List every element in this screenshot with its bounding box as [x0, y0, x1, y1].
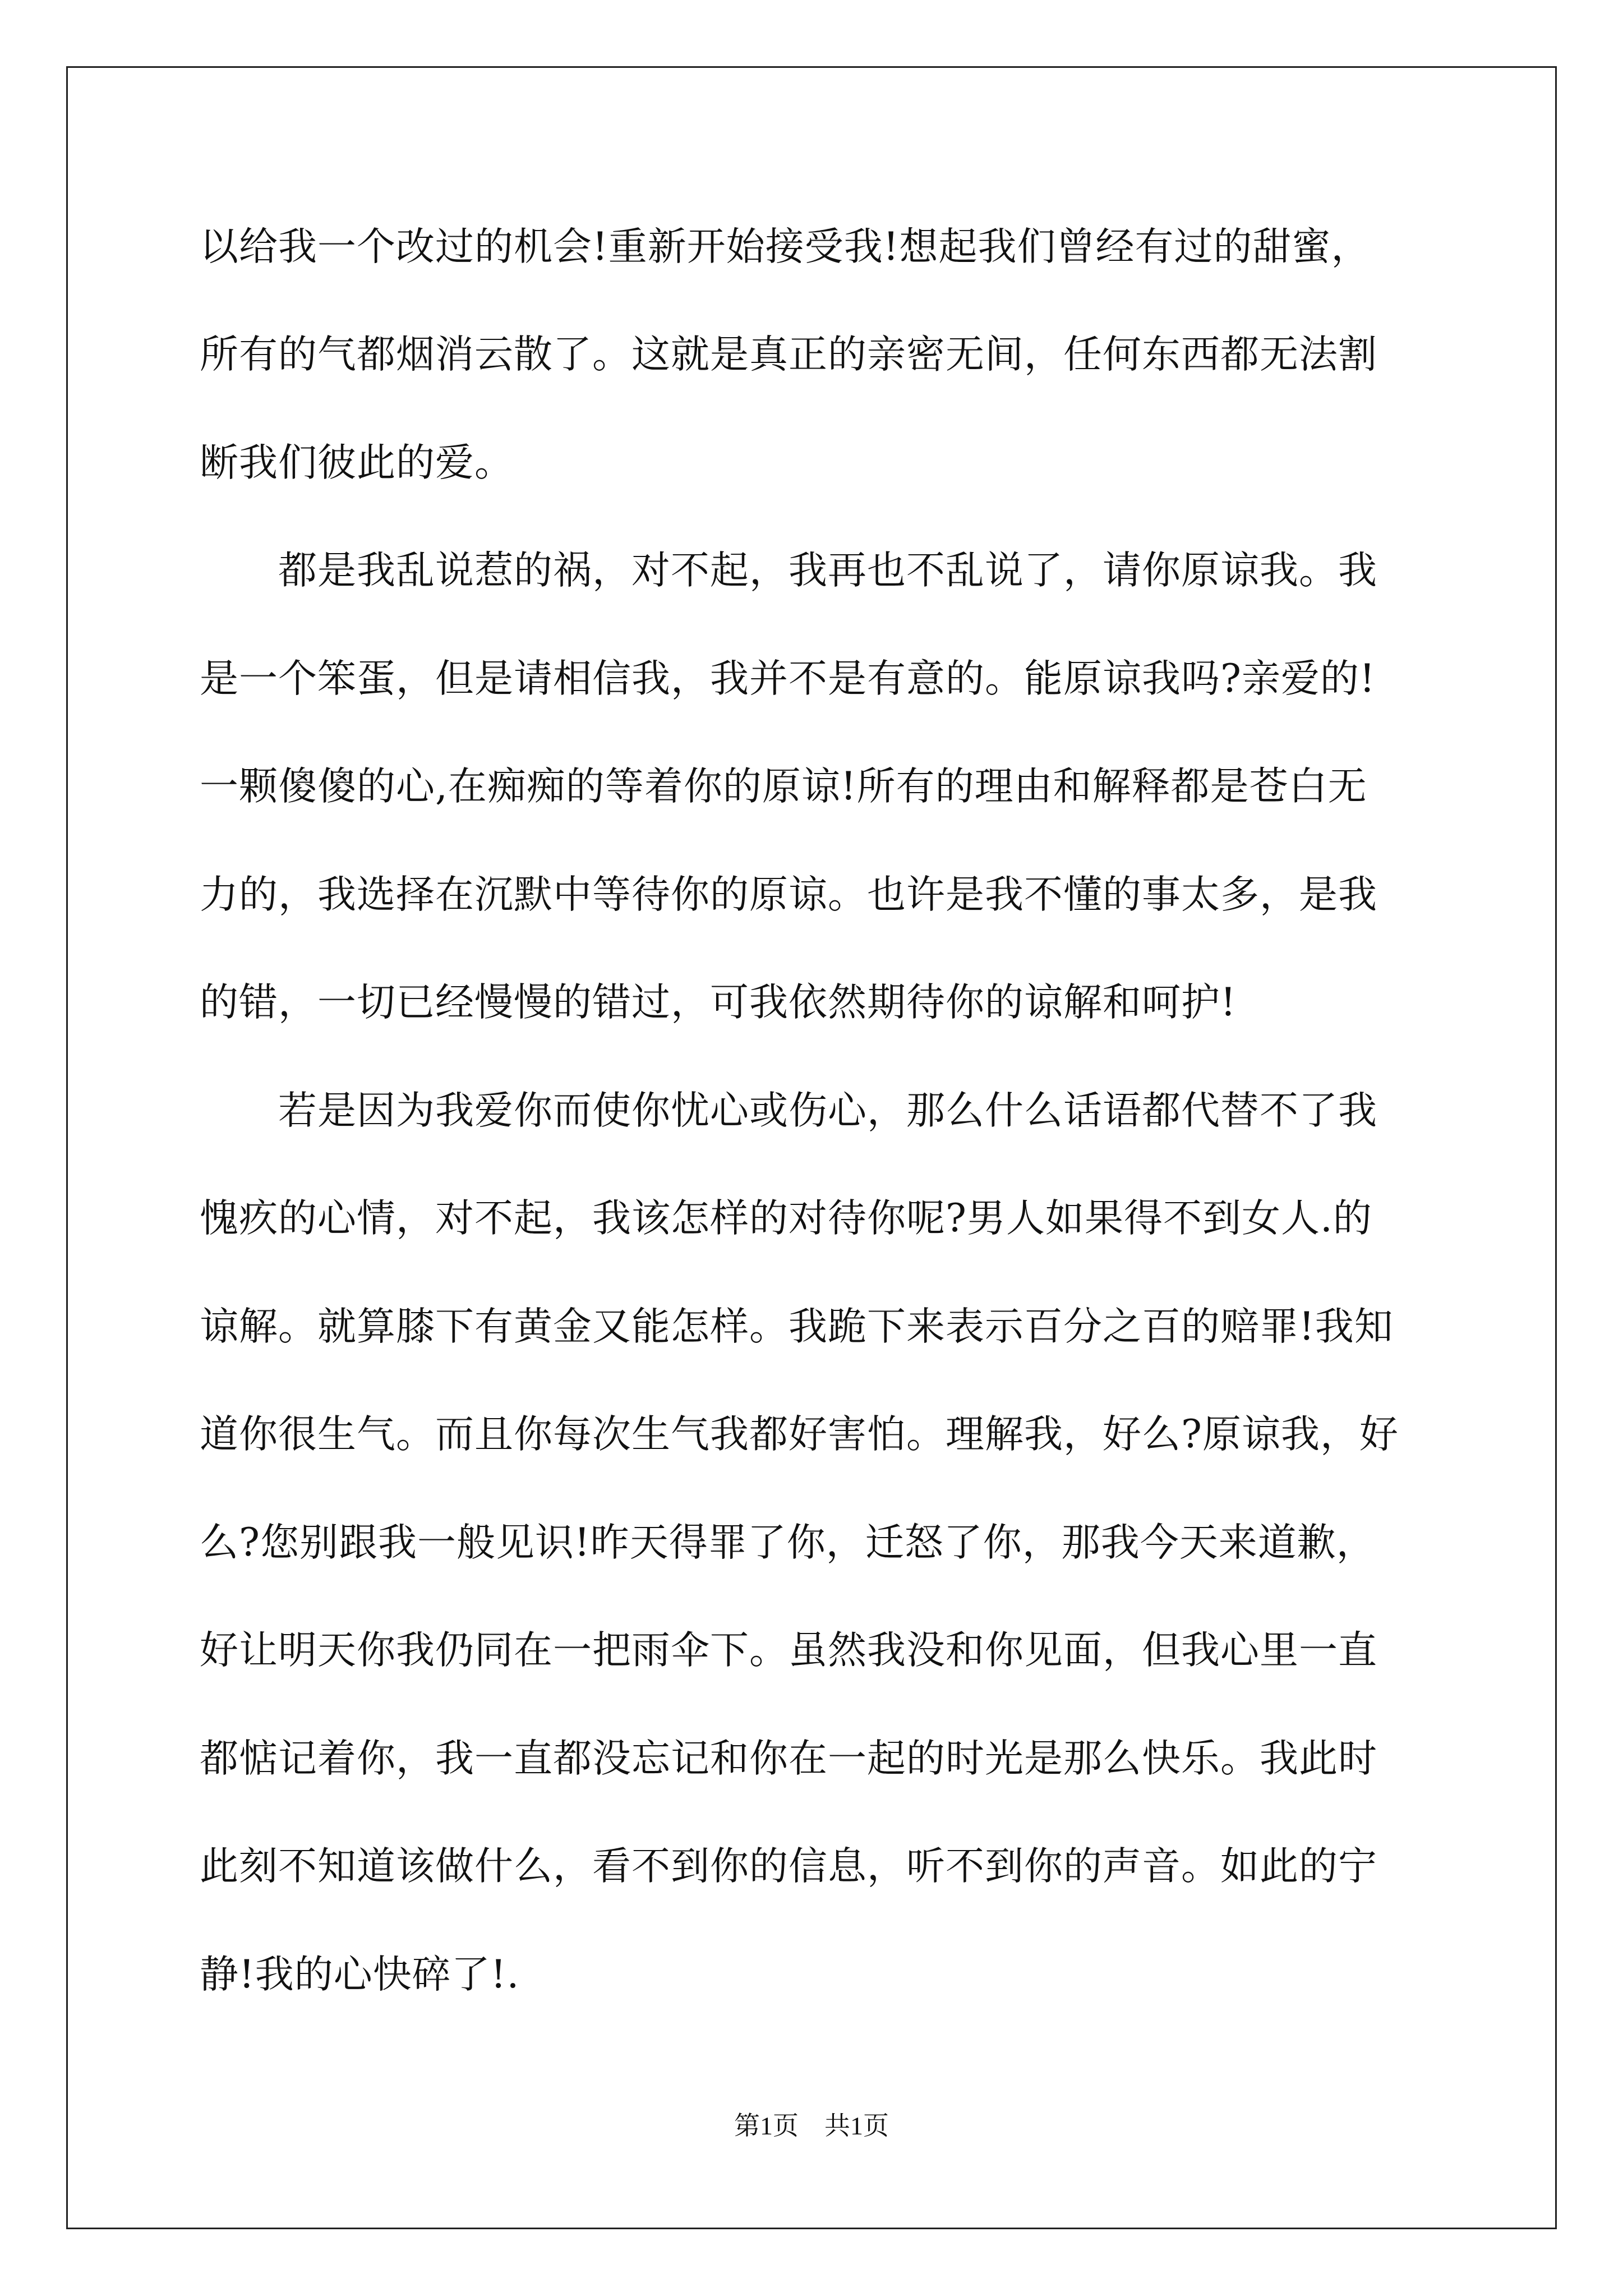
page-number: 第1页 共1页 [734, 2111, 889, 2140]
text-line-11: 谅解。就算膝下有黄金又能怎样。我跪下来表示百分之百的赔罪!我知 [200, 1304, 1394, 1349]
text-line-1: 以给我一个改过的机会!重新开始接受我!想起我们曾经有过的甜蜜， [200, 224, 1371, 269]
text-line-13: 么?您别跟我一般见识!昨天得罪了你，迁怒了你，那我今天来道歉， [200, 1520, 1376, 1565]
text-line-3: 断我们彼此的爱。 [200, 440, 514, 485]
text-line-10: 愧疚的心情，对不起，我该怎样的对待你呢?男人如果得不到女人.的 [200, 1196, 1372, 1241]
text-line-14: 好让明天你我仍同在一把雨伞下。虽然我没和你见面，但我心里一直 [200, 1628, 1377, 1673]
page-border [66, 66, 1557, 2229]
text-line-7: 力的，我选择在沉默中等待你的原谅。也许是我不懂的事太多，是我 [200, 872, 1377, 917]
text-line-12: 道你很生气。而且你每次生气我都好害怕。理解我，好么?原谅我，好 [200, 1412, 1399, 1457]
text-line-15: 都惦记着你，我一直都没忘记和你在一起的时光是那么快乐。我此时 [200, 1736, 1377, 1781]
text-line-5: 是一个笨蛋，但是请相信我，我并不是有意的。能原谅我吗?亲爱的! [200, 656, 1376, 701]
text-line-8: 的错，一切已经慢慢的错过，可我依然期待你的谅解和呵护! [200, 980, 1237, 1025]
text-line-16: 此刻不知道该做什么，看不到你的信息，听不到你的声音。如此的宁 [200, 1844, 1377, 1889]
text-line-2: 所有的气都烟消云散了。这就是真正的亲密无间，任何东西都无法割 [200, 332, 1377, 377]
text-line-9: 若是因为我爱你而使你忧心或伤心，那么什么话语都代替不了我 [200, 1088, 1377, 1133]
text-line-4: 都是我乱说惹的祸，对不起，我再也不乱说了，请你原谅我。我 [200, 548, 1377, 593]
text-line-17: 静!我的心快碎了!. [200, 1952, 520, 1997]
text-line-6: 一颗傻傻的心,在痴痴的等着你的原谅!所有的理由和解释都是苍白无 [200, 764, 1367, 809]
